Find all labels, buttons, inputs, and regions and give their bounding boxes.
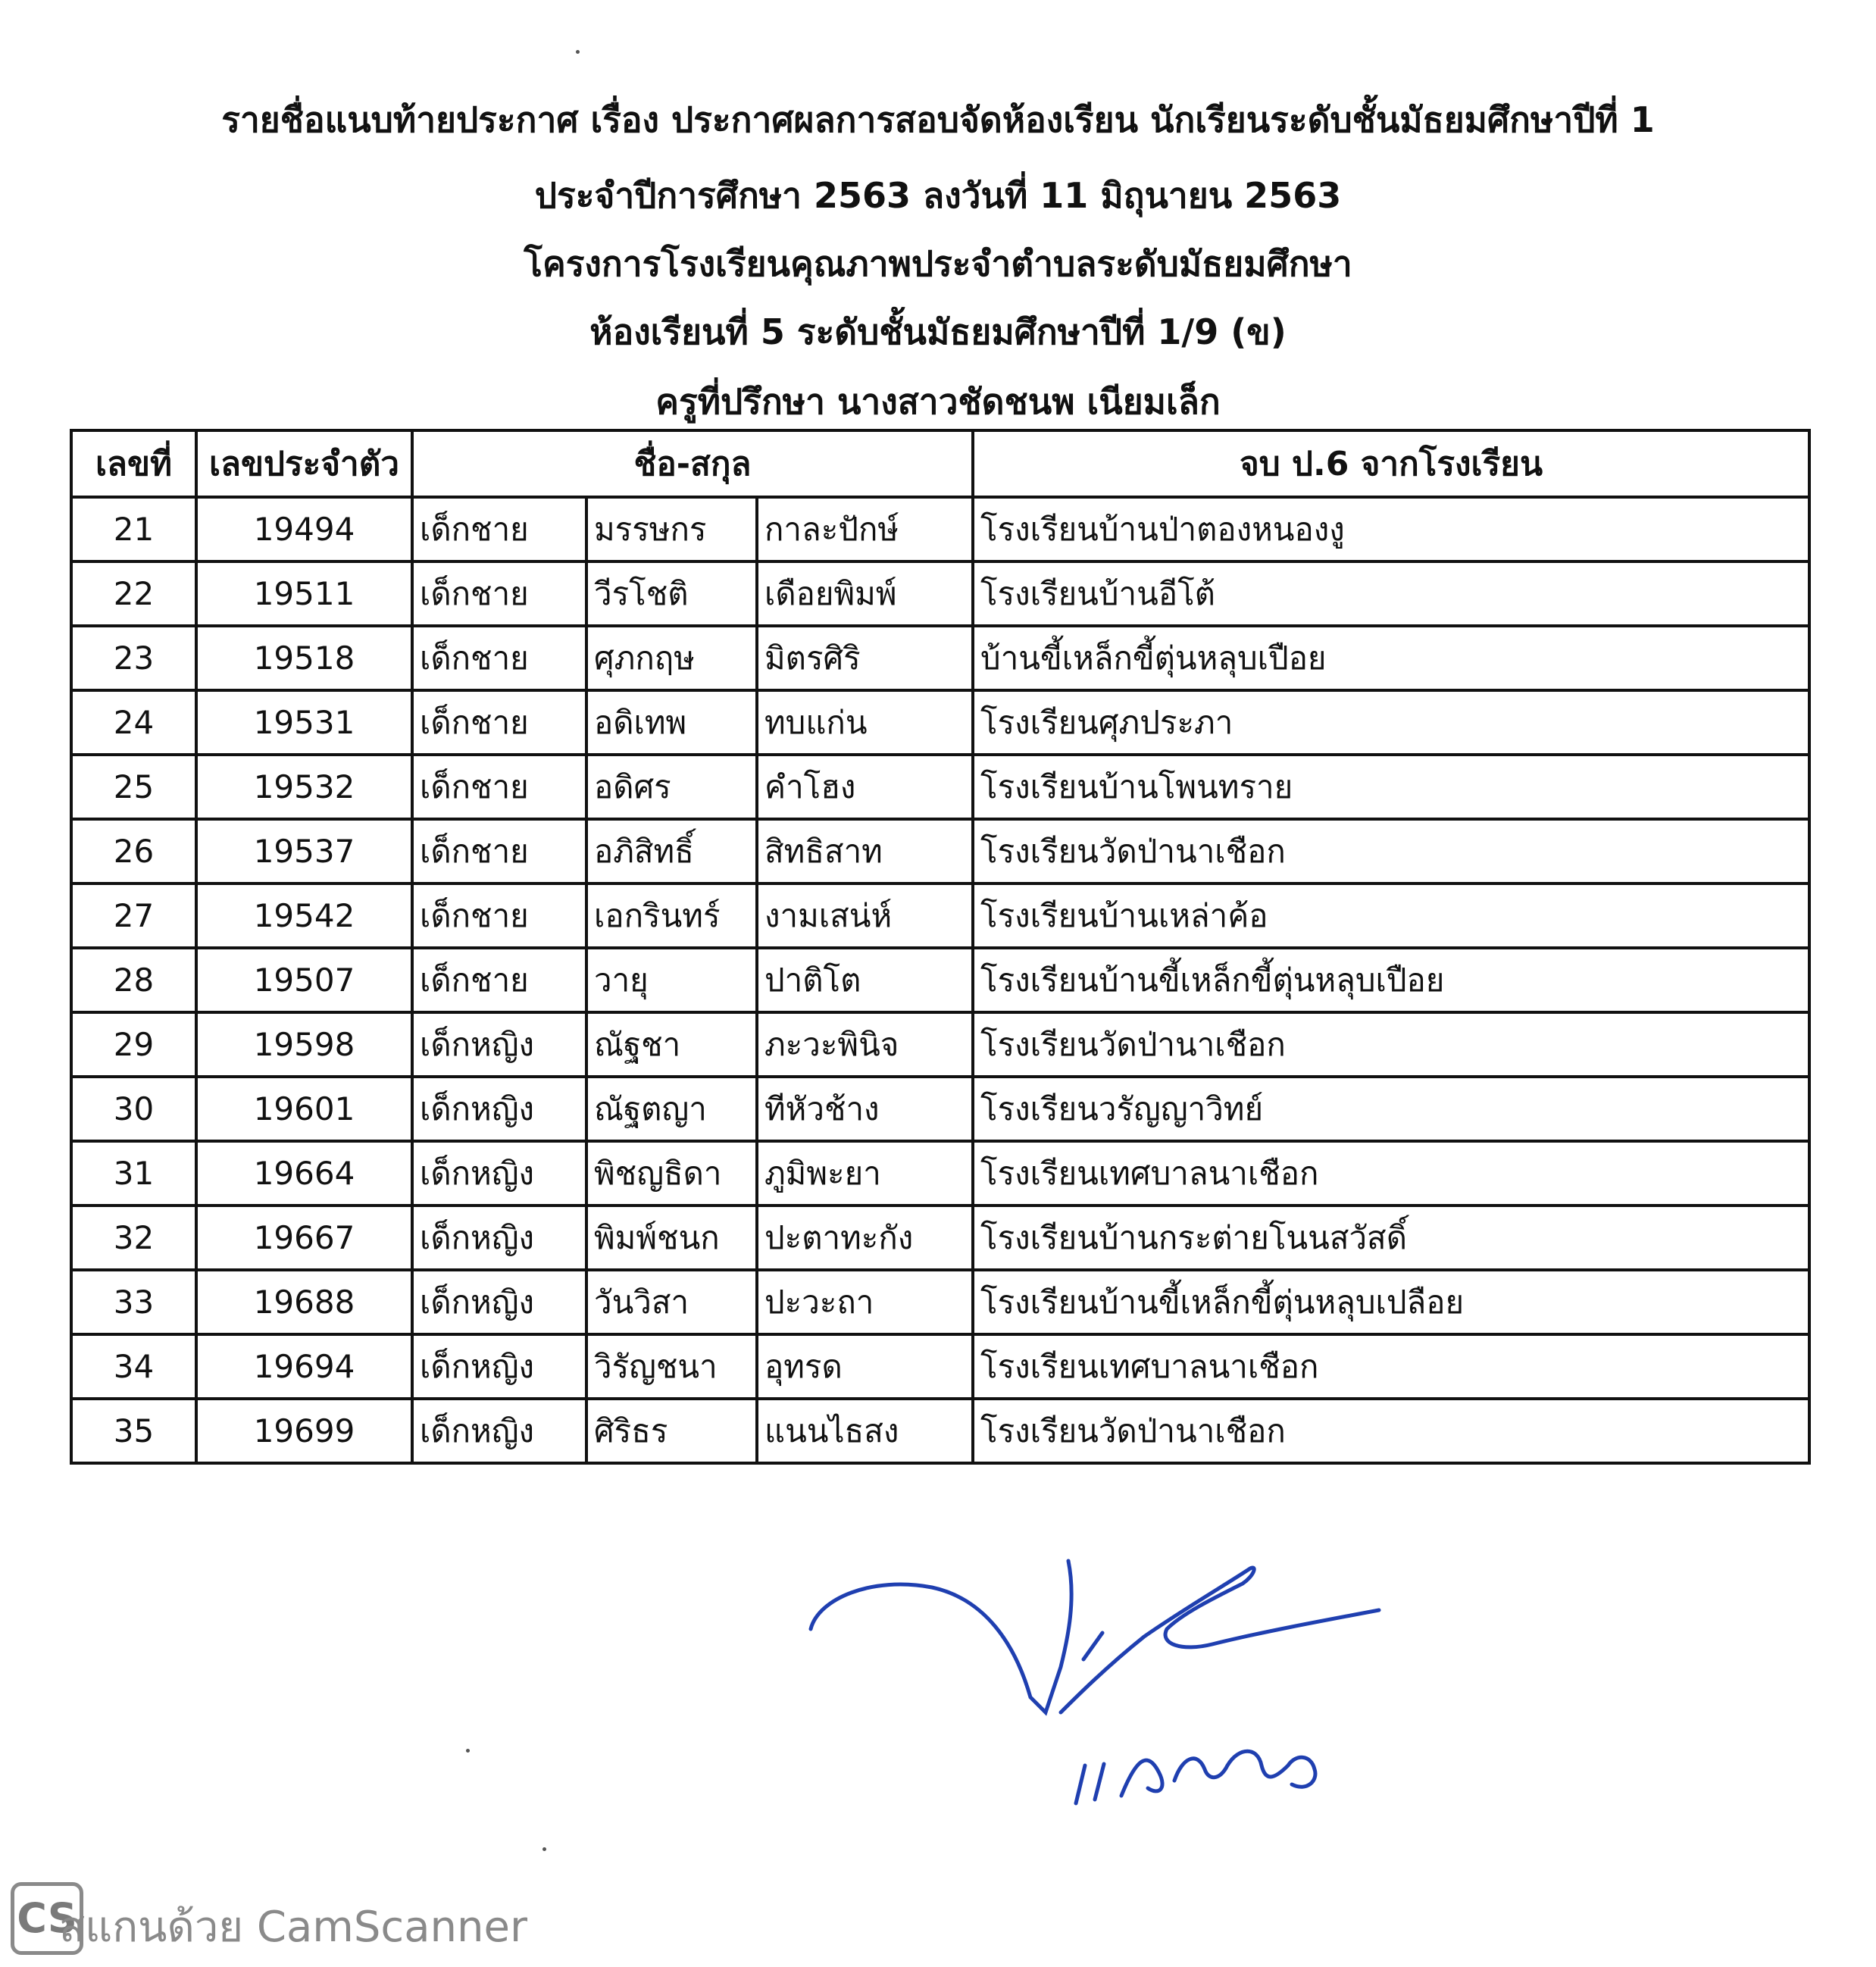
table-row <box>71 561 1809 626</box>
table-row <box>71 1334 1809 1399</box>
cell-number: 35 <box>71 1399 196 1463</box>
cell-school: โรงเรียนบ้านขี้เหล็กขี้ตุ่นหลุบเปือย <box>973 948 1809 1012</box>
cell-prefix: เด็กหญิง <box>412 1399 586 1463</box>
cell-number: 30 <box>71 1077 196 1141</box>
cell-number: 25 <box>71 755 196 819</box>
cell-prefix: เด็กชาย <box>412 755 586 819</box>
cell-prefix: เด็กหญิง <box>412 1206 586 1270</box>
cell-school: โรงเรียนบ้านเหล่าค้อ <box>973 883 1809 948</box>
cell-number: 24 <box>71 690 196 755</box>
cell-school: โรงเรียนบ้านโพนทราย <box>973 755 1809 819</box>
table-row <box>71 1012 1809 1077</box>
camscanner-logo-icon: CS <box>11 1882 83 1955</box>
cell-first-name: วายุ <box>586 948 757 1012</box>
cell-student-id: 19518 <box>196 626 412 690</box>
cell-school: โรงเรียนวรัญญาวิทย์ <box>973 1077 1809 1141</box>
cell-number: 33 <box>71 1270 196 1334</box>
cell-last-name: ทบแก่น <box>757 690 973 755</box>
cell-last-name: ปาติโต <box>757 948 973 1012</box>
cell-last-name: ปะวะถา <box>757 1270 973 1334</box>
table-row <box>71 755 1809 819</box>
cell-prefix: เด็กหญิง <box>412 1270 586 1334</box>
cell-student-id: 19667 <box>196 1206 412 1270</box>
cell-prefix: เด็กชาย <box>412 948 586 1012</box>
cell-first-name: ศิริธร <box>586 1399 757 1463</box>
table-row <box>71 626 1809 690</box>
cell-last-name: ภูมิพะยา <box>757 1141 973 1206</box>
cell-school: โรงเรียนบ้านป่าตองหนองงู <box>973 497 1809 561</box>
cell-first-name: ณัฐชา <box>586 1012 757 1077</box>
table-row <box>71 1077 1809 1141</box>
cell-prefix: เด็กหญิง <box>412 1141 586 1206</box>
cell-number: 27 <box>71 883 196 948</box>
cell-last-name: สิทธิสาท <box>757 819 973 883</box>
cell-number: 21 <box>71 497 196 561</box>
cell-last-name: กาละปักษ์ <box>757 497 973 561</box>
cell-student-id: 19532 <box>196 755 412 819</box>
cell-first-name: พิมพ์ชนก <box>586 1206 757 1270</box>
table-row <box>71 690 1809 755</box>
cell-number: 23 <box>71 626 196 690</box>
cell-school: บ้านขี้เหล็กขี้ตุ่นหลุบเปือย <box>973 626 1809 690</box>
cell-first-name: เอกรินทร์ <box>586 883 757 948</box>
cell-school: โรงเรียนบ้านกระต่ายโนนสวัสดิ์ <box>973 1206 1809 1270</box>
cell-number: 26 <box>71 819 196 883</box>
cell-student-id: 19507 <box>196 948 412 1012</box>
table-row <box>71 1141 1809 1206</box>
header-title-line: รายชื่อแนบท้ายประกาศ เรื่อง ประกาศผลการสอบจัดห้องเรียน นักเรียนระดับชั้นมัธยมศึกษาปีที่ 1 <box>221 99 1655 140</box>
cell-number: 34 <box>71 1334 196 1399</box>
cell-first-name: วันวิสา <box>586 1270 757 1334</box>
student-table <box>70 429 1811 1465</box>
column-header-number: เลขที่ <box>71 430 196 497</box>
camscanner-watermark <box>11 1882 541 1958</box>
cell-school: โรงเรียนเทศบาลนาเชือก <box>973 1141 1809 1206</box>
cell-student-id: 19699 <box>196 1399 412 1463</box>
cell-student-id: 19664 <box>196 1141 412 1206</box>
table-header-row <box>71 430 1809 497</box>
cell-last-name: มิตรศิริ <box>757 626 973 690</box>
cell-student-id: 19537 <box>196 819 412 883</box>
cell-prefix: เด็กชาย <box>412 819 586 883</box>
cell-prefix: เด็กชาย <box>412 690 586 755</box>
table-row <box>71 819 1809 883</box>
table-row <box>71 1206 1809 1270</box>
cell-last-name: อุทรด <box>757 1334 973 1399</box>
cell-prefix: เด็กชาย <box>412 626 586 690</box>
cell-last-name: งามเสน่ห์ <box>757 883 973 948</box>
cell-prefix: เด็กหญิง <box>412 1012 586 1077</box>
cell-last-name: ทีหัวช้าง <box>757 1077 973 1141</box>
cell-first-name: พิชญธิดา <box>586 1141 757 1206</box>
cell-first-name: ณัฐตญา <box>586 1077 757 1141</box>
cell-student-id: 19601 <box>196 1077 412 1141</box>
cell-prefix: เด็กหญิง <box>412 1334 586 1399</box>
cell-number: 22 <box>71 561 196 626</box>
cell-prefix: เด็กชาย <box>412 883 586 948</box>
cell-school: โรงเรียนวัดป่านาเชือก <box>973 819 1809 883</box>
signature <box>803 1553 1409 1872</box>
cell-first-name: วิรัญชนา <box>586 1334 757 1399</box>
column-header-student-id: เลขประจำตัว <box>196 430 412 497</box>
cell-first-name: วีรโชติ <box>586 561 757 626</box>
header-advisor-line: ครูที่ปรึกษา นางสาวชัดชนพ เนียมเล็ก <box>655 381 1221 422</box>
cell-school: โรงเรียนบ้านขี้เหล็กขี้ตุ่นหลุบเปลือย <box>973 1270 1809 1334</box>
header-date-line: ประจำปีการศึกษา 2563 ลงวันที่ 11 มิถุนายน 2563 <box>534 175 1342 216</box>
table-row <box>71 497 1809 561</box>
table-row <box>71 883 1809 948</box>
cell-first-name: อภิสิทธิ์ <box>586 819 757 883</box>
header-project-line: โครงการโรงเรียนคุณภาพประจำตำบลระดับมัธยมศึกษา <box>524 243 1352 284</box>
cell-last-name: คำโฮง <box>757 755 973 819</box>
cell-first-name: อดิเทพ <box>586 690 757 755</box>
cell-number: 31 <box>71 1141 196 1206</box>
cell-first-name: มรรษกร <box>586 497 757 561</box>
cell-student-id: 19688 <box>196 1270 412 1334</box>
cell-student-id: 19511 <box>196 561 412 626</box>
cell-school: โรงเรียนศุภประภา <box>973 690 1809 755</box>
cell-prefix: เด็กชาย <box>412 561 586 626</box>
table-row <box>71 1399 1809 1463</box>
cell-school: โรงเรียนวัดป่านาเชือก <box>973 1399 1809 1463</box>
cell-school: โรงเรียนวัดป่านาเชือก <box>973 1012 1809 1077</box>
cell-student-id: 19531 <box>196 690 412 755</box>
cell-last-name: เดือยพิมพ์ <box>757 561 973 626</box>
scan-speck <box>576 50 580 54</box>
cell-student-id: 19542 <box>196 883 412 948</box>
cell-number: 29 <box>71 1012 196 1077</box>
cell-last-name: แนนไธสง <box>757 1399 973 1463</box>
cell-last-name: ภะวะพินิจ <box>757 1012 973 1077</box>
cell-number: 32 <box>71 1206 196 1270</box>
table-body <box>71 497 1809 1463</box>
scan-speck <box>542 1847 546 1851</box>
cell-first-name: ศุภกฤษ <box>586 626 757 690</box>
cell-prefix: เด็กชาย <box>412 497 586 561</box>
camscanner-text: สแกนด้วย CamScanner <box>59 1903 527 1952</box>
table-row <box>71 1270 1809 1334</box>
column-header-school: จบ ป.6 จากโรงเรียน <box>973 430 1809 497</box>
column-header-name: ชื่อ-สกุล <box>412 430 973 497</box>
cell-number: 28 <box>71 948 196 1012</box>
table-row <box>71 948 1809 1012</box>
cell-school: โรงเรียนเทศบาลนาเชือก <box>973 1334 1809 1399</box>
cell-student-id: 19598 <box>196 1012 412 1077</box>
cell-prefix: เด็กหญิง <box>412 1077 586 1141</box>
cell-last-name: ปะตาทะกัง <box>757 1206 973 1270</box>
cell-first-name: อดิศร <box>586 755 757 819</box>
scan-speck <box>466 1749 470 1753</box>
cell-student-id: 19494 <box>196 497 412 561</box>
cell-school: โรงเรียนบ้านอีโต้ <box>973 561 1809 626</box>
cell-student-id: 19694 <box>196 1334 412 1399</box>
header-classroom-line: ห้องเรียนที่ 5 ระดับชั้นมัธยมศึกษาปีที่ 1/9 (ข) <box>589 311 1287 352</box>
